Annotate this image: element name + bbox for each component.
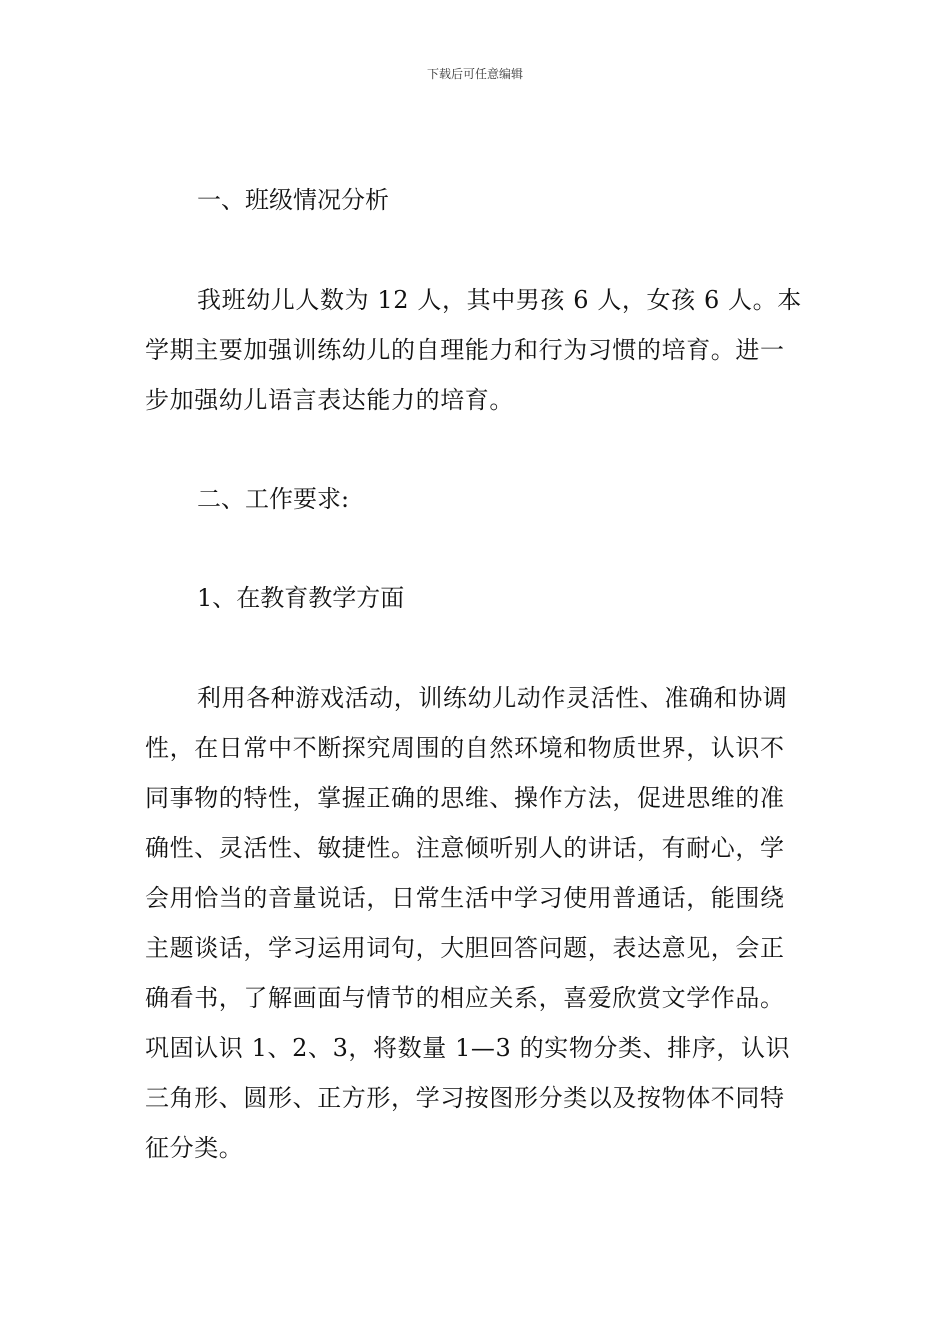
section1-title: 一、班级情况分析 [197,186,389,214]
section2-title: 二、工作要求: [197,485,350,513]
subsection1-body: 利用各种游戏活动，训练幼儿动作灵活性、准确和协调性，在日常中不断探究周围的自然环境和物质世界，认识不同事物的特性，掌握正确的思维、操作方法，促进思维的准确性、灵活性、敏捷性。注意倾听别人的讲话，有耐心，学会用恰当的音量说话，日常生活中学习使用普通话，能围绕主题谈话，学习运用词句，大胆回答问题，表达意见，会正确看书，了解画面与情节的相应关系，喜爱欣赏文学作品。巩固认识 1、2、3，将数量 1—3 的实物分类、排序，认识三角形、圆形、正方形，学习按图形分类以及按物体不同特征分类。 [145,684,791,1162]
header-note: 下载后可任意编辑 [426,67,523,81]
section1-body: 我班幼儿人数为 12 人，其中男孩 6 人，女孩 6 人。本学期主要加强训练幼儿的自理能力和行为习惯的培育。进一步加强幼儿语言表达能力的培育。 [145,286,802,414]
subsection1-title: 1、在教育教学方面 [197,584,405,612]
